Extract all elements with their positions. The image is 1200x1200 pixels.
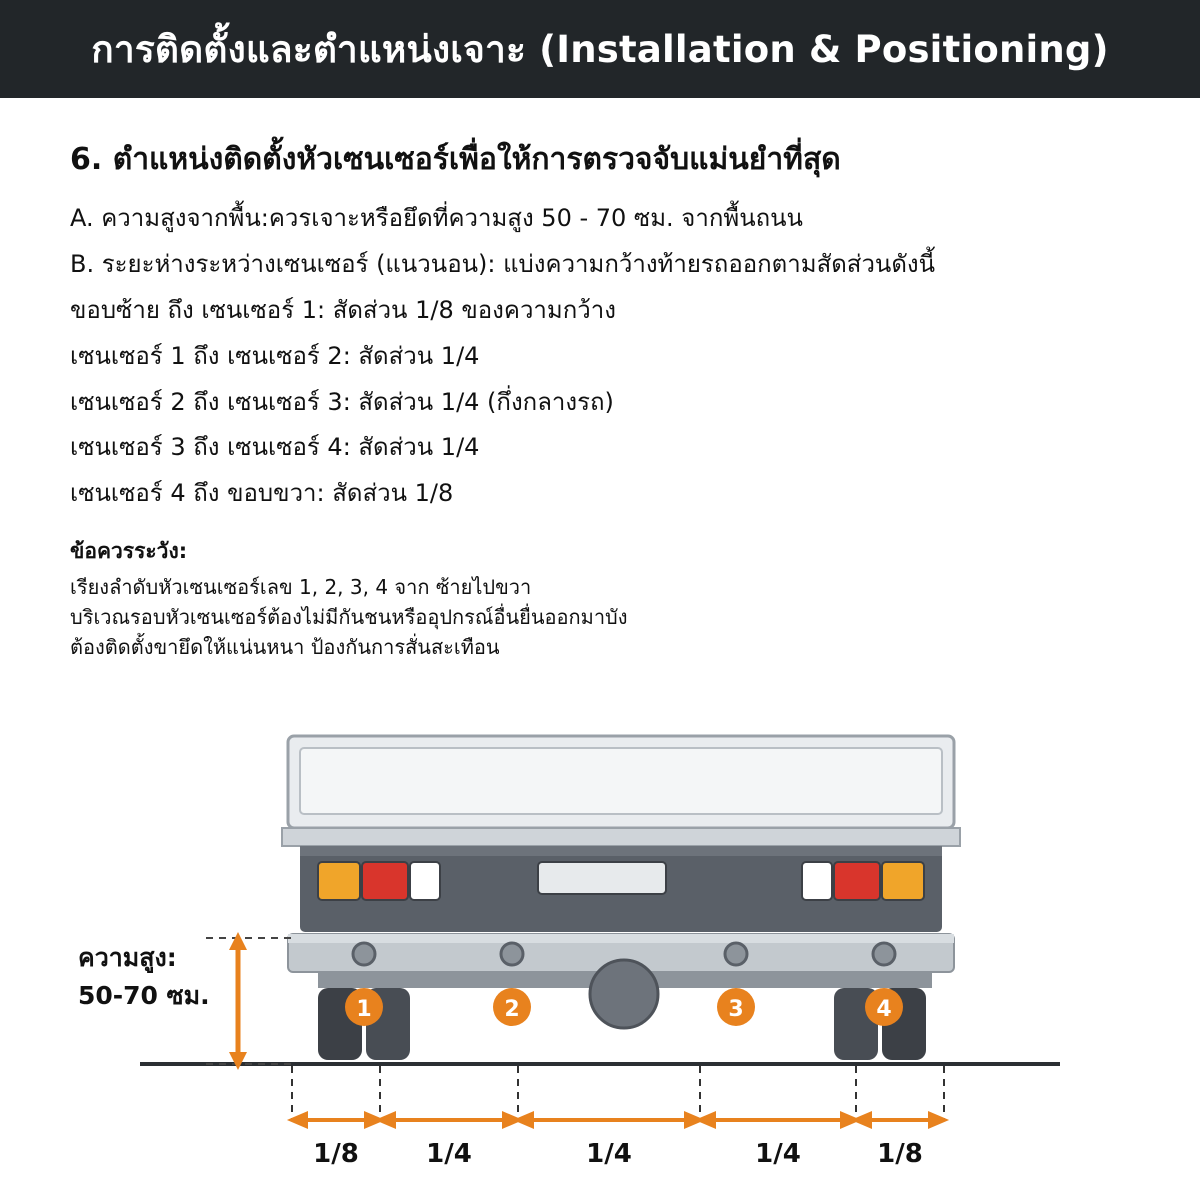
instruction-line: A. ความสูงจากพื้น:ควรเจาะหรือยึดที่ความสูง 50 - 70 ซม. จากพื้นถนน bbox=[70, 204, 803, 232]
svg-text:4: 4 bbox=[876, 997, 892, 1022]
caution-line: บริเวณรอบหัวเซนเซอร์ต้องไม่มีกันชนหรืออุปกรณ์อื่นยื่นออกมาบัง bbox=[70, 605, 628, 630]
sensor-badge-2 bbox=[493, 988, 531, 1026]
sensor-badge-4 bbox=[865, 988, 903, 1026]
caution-title: ข้อควรระวัง: bbox=[70, 539, 188, 564]
svg-text:1: 1 bbox=[356, 997, 372, 1022]
section-title: 6. ตำแหน่งติดตั้งหัวเซนเซอร์เพื่อให้การตรวจจับแม่นยำที่สุด bbox=[70, 142, 841, 177]
sensor-badge-1 bbox=[345, 988, 383, 1026]
spacing-label: 1/4 bbox=[586, 1139, 632, 1169]
caution-line: ต้องติดตั้งขายึดให้แน่นหนา ป้องกันการสั่นสะเทือน bbox=[70, 635, 500, 660]
instruction-line: เซนเซอร์ 3 ถึง เซนเซอร์ 4: สัดส่วน 1/4 bbox=[70, 433, 480, 462]
instruction-line: ขอบซ้าย ถึง เซนเซอร์ 1: สัดส่วน 1/8 ของความกว้าง bbox=[70, 295, 616, 324]
instruction-line: เซนเซอร์ 4 ถึง ขอบขวา: สัดส่วน 1/8 bbox=[70, 479, 454, 508]
spacing-label: 1/8 bbox=[877, 1139, 923, 1169]
svg-text:3: 3 bbox=[728, 997, 744, 1022]
page-header bbox=[0, 0, 1200, 98]
truck-rear-diagram bbox=[0, 722, 1200, 1200]
caution-line: เรียงลำดับหัวเซนเซอร์เลข 1, 2, 3, 4 จาก ซ้ายไปขวา bbox=[70, 575, 532, 600]
instruction-line: เซนเซอร์ 1 ถึง เซนเซอร์ 2: สัดส่วน 1/4 bbox=[70, 341, 480, 370]
sensor-badge-3 bbox=[717, 988, 755, 1026]
content-area bbox=[0, 98, 1200, 662]
spacing-label: 1/8 bbox=[313, 1139, 359, 1169]
instruction-line: เซนเซอร์ 2 ถึง เซนเซอร์ 3: สัดส่วน 1/4 (กึ่งกลางรถ) bbox=[70, 387, 614, 416]
page-title: การติดตั้งและตำแหน่งเจาะ (Installation & Positioning) bbox=[91, 27, 1109, 71]
spacing-label: 1/4 bbox=[426, 1139, 472, 1169]
instruction-line: B. ระยะห่างระหว่างเซนเซอร์ (แนวนอน): แบ่งความกว้างท้ายรถออกตามสัดส่วนดังนี้ bbox=[70, 249, 936, 278]
height-label-line1: ความสูง: bbox=[78, 943, 177, 972]
spacing-label: 1/4 bbox=[755, 1139, 801, 1169]
svg-text:2: 2 bbox=[504, 997, 520, 1022]
height-label-line2: 50-70 ซม. bbox=[78, 981, 210, 1010]
